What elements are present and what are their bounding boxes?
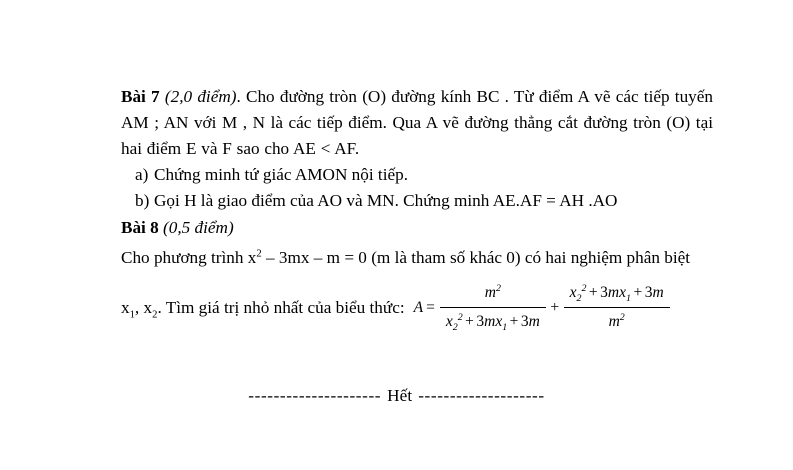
- document-content: [121, 84, 713, 335]
- math-exponent: 2: [581, 282, 587, 294]
- math-number: 3: [520, 313, 529, 330]
- fraction-one-denominator: [440, 308, 546, 335]
- f1-num-exp: 2: [495, 282, 501, 294]
- root-x2-sub: 2: [152, 308, 158, 320]
- roots-separator: , x: [134, 297, 153, 317]
- question-8-equation-line: [121, 245, 713, 271]
- fraction-two: [564, 280, 670, 335]
- f2-den-var: m: [608, 313, 620, 330]
- footer-dashes-right: --------------------: [418, 386, 545, 405]
- math-subscript: 2: [452, 322, 458, 334]
- footer-end-text: Hết: [387, 386, 413, 405]
- math-variable: m: [652, 284, 664, 301]
- math-operator: +: [465, 313, 474, 330]
- item-a-text: Chứng minh tứ giác AMON nội tiếp.: [154, 165, 408, 184]
- question-8-heading: [121, 215, 713, 241]
- item-a-label: a): [135, 165, 149, 184]
- question-7-item-a: [121, 162, 713, 188]
- math-subscript: 1: [502, 322, 508, 334]
- fraction-two-denominator: [603, 308, 631, 335]
- math-number: 3: [644, 284, 653, 301]
- item-b-text: Gọi H là giao điểm của AO và MN. Chứng minh AE.AF = AH .AO: [154, 191, 618, 210]
- question-7-paragraph: [121, 84, 713, 162]
- math-operator: +: [588, 284, 598, 301]
- math-variable: m: [528, 313, 540, 330]
- root-x1-sub: 1: [129, 308, 135, 320]
- math-variable: $mx_1$: [484, 313, 508, 334]
- question-7-item-b: [121, 188, 713, 214]
- math-operator: +: [633, 284, 643, 301]
- f2-den-exp: 2: [619, 311, 625, 323]
- page-footer: [0, 386, 793, 406]
- equation-exponent: 2: [256, 248, 262, 260]
- formula-equals: =: [426, 298, 435, 316]
- fraction-one: [440, 280, 546, 335]
- roots-instruction: . Tìm giá trị nhỏ nhất của biểu thức:: [157, 297, 405, 317]
- fraction-two-numerator: [564, 280, 670, 307]
- math-subscript: 2: [576, 293, 582, 305]
- math-operator: +: [509, 313, 519, 330]
- math-exponent: 2: [457, 311, 463, 323]
- root-x1-var: x: [121, 297, 130, 317]
- math-number: 3: [476, 313, 485, 330]
- question-7-points: (2,0 điểm): [164, 87, 237, 106]
- item-b-label: b): [135, 191, 150, 210]
- question-7-label: Bài 7: [121, 87, 160, 106]
- question-8-expression-line: [121, 280, 713, 335]
- math-variable: $x_2^2$: [569, 282, 587, 305]
- equation-intro-rest: – 3mx – m = 0 (m là tham số khác 0) có hai nghiệm phân biệt: [261, 248, 691, 267]
- math-number: 3: [600, 284, 608, 301]
- f1-num-var: m: [484, 284, 496, 301]
- question-8-label: Bài 8: [121, 218, 159, 237]
- question-7-body: . Cho đường tròn (O) đường kính BC . Từ điểm A vẽ các tiếp tuyến AM ; AN với M , N là các tiếp điểm. Qua A vẽ đường thẳng cắt đường tròn (O) tại hai điểm E và F sao cho AE < AF.: [121, 87, 713, 158]
- equation-intro-first: Cho phương trình x: [121, 248, 257, 267]
- math-subscript: 1: [626, 293, 631, 305]
- formula-plus: +: [550, 298, 560, 316]
- question-8-points: (0,5 điểm): [163, 218, 234, 237]
- formula-lhs: A: [413, 298, 424, 316]
- math-variable: $mx_1$: [607, 284, 631, 305]
- footer-dashes-left: ---------------------: [248, 386, 382, 405]
- math-formula: [414, 280, 672, 335]
- math-variable: $x_2^2$: [445, 311, 463, 334]
- fraction-one-numerator: [479, 280, 507, 307]
- roots-text: [121, 295, 405, 321]
